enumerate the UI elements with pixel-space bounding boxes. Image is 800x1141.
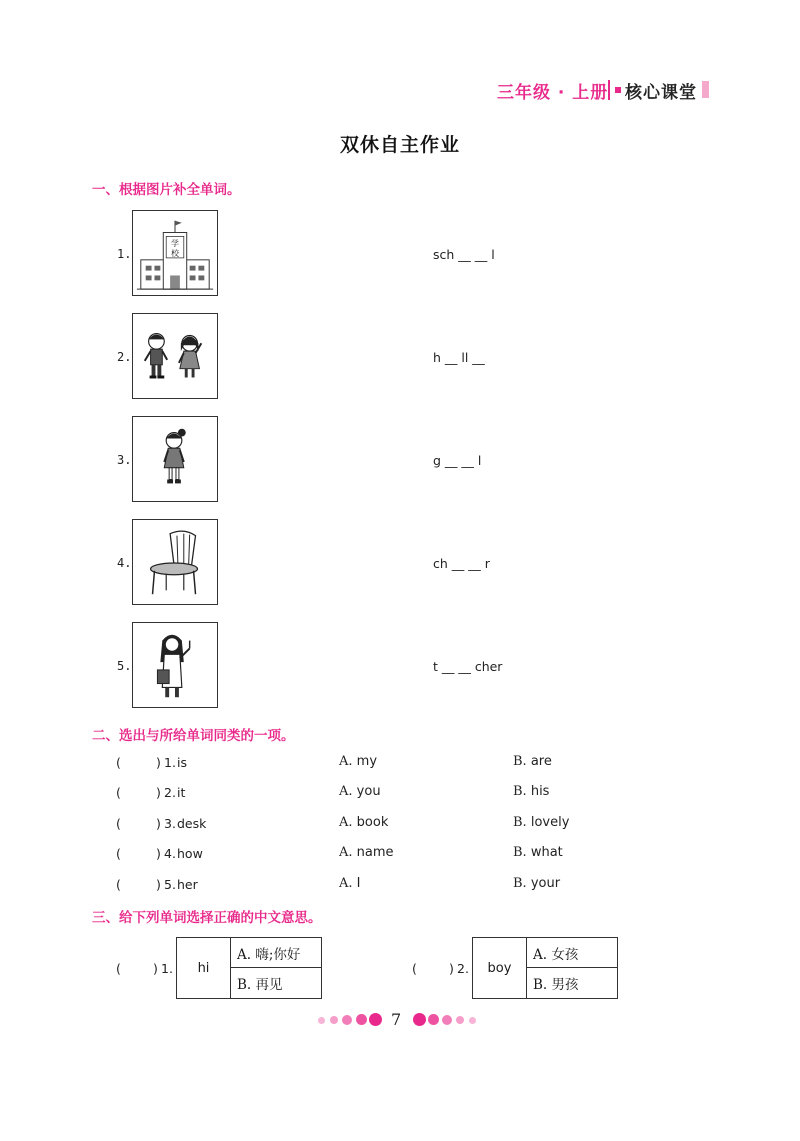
teacher-image [132,622,218,708]
option-a-text: book [356,815,389,830]
p2-q4-option-a [339,845,394,860]
p1-q2-number: 2. [117,350,132,364]
p1-q1-number: 1. [117,247,132,261]
section-2-heading: 二、选出与所给单词同类的一项。 [92,728,295,744]
option-b-text: are [530,754,552,769]
p1-q5-number: 5. [117,659,132,673]
footer-dot-icon [330,1016,338,1024]
header-grade: 三年级 · 上册 [497,83,609,103]
p2-q1-option-a [339,754,377,769]
p1-q4-number: 4. [117,556,132,570]
option-a-label: A. [339,754,353,769]
footer-dot-icon [369,1013,382,1026]
chair-image [132,519,218,605]
footer-dot-icon [413,1013,426,1026]
header-divider [608,80,610,100]
option-a-label: A. [339,784,353,799]
option-a-text: you [356,784,381,799]
footer-dot-icon [356,1014,367,1025]
option-b-label: B. [513,815,527,830]
p1-q2-word: h __ ll __ [433,350,485,365]
p2-q3-number: 3. [164,816,176,831]
p2-q3-word: desk [177,816,207,831]
answer-paren-close[interactable]: ) [153,961,158,976]
p1-q3-number: 3. [117,453,132,467]
p2-q1-number: 1. [164,755,176,770]
header-course: 核心课堂 [625,83,697,103]
footer-dot-icon [318,1017,325,1024]
option-b-label: B. [513,754,527,769]
option-b-text: lovely [530,815,570,830]
p2-q2-option-b [513,784,549,799]
answer-paren-close[interactable]: ) [156,755,161,770]
p2-q5-word: her [177,877,198,892]
school-sign-text-1: 学 [171,239,179,249]
option-b-label: B. [513,845,527,860]
option-a-text: name [356,845,394,860]
answer-paren-open: ( [412,961,417,976]
p1-q1-word: sch __ __ l [433,247,495,262]
p2-q2-word: it [177,785,186,800]
p2-q3-option-b [513,815,569,830]
p2-q5-option-b [513,876,560,891]
p3-q1-option-a: A. 嗨;你好 [231,938,321,968]
p1-q5-word: t __ __ cher [433,659,503,674]
p2-q4-option-b [513,845,563,860]
option-b-text: his [530,784,550,799]
p2-q4-number: 4. [164,846,176,861]
p3-q1-number: 1. [161,961,173,976]
footer-dot-icon [442,1015,452,1025]
p2-q5-option-a [339,876,361,891]
p2-q1-word: is [177,755,187,770]
header-end-bar [702,81,709,98]
p2-q1-option-b [513,754,552,769]
section-1-heading: 一、根据图片补全单词。 [92,182,241,198]
answer-paren-close[interactable]: ) [156,846,161,861]
answer-paren-open: ( [116,755,121,770]
p3-q2-table [472,937,618,999]
answer-paren-close[interactable]: ) [156,877,161,892]
option-b-label: B. [513,876,527,891]
p3-q1-table [176,937,322,999]
school-sign-text-2: 校 [171,248,179,258]
p1-q4-word: ch __ __ r [433,556,490,571]
p3-q1-option-b: B. 再见 [237,977,283,993]
p3-q2-option-a: A. 女孩 [527,938,617,968]
girl-image [132,416,218,502]
option-a-label: A. [339,876,353,891]
p3-q2-word: boy [473,938,527,998]
p2-q5-number: 5. [164,877,176,892]
option-a-text: my [356,754,378,769]
p3-q2-option-b: B. 男孩 [533,977,579,993]
p3-q2-number: 2. [457,961,469,976]
school-building-image [132,210,218,296]
answer-paren-close[interactable]: ) [156,785,161,800]
p3-q1-word: hi [177,938,231,998]
footer-dot-icon [428,1014,439,1025]
option-a-label: A. [339,815,353,830]
section-3-heading: 三、给下列单词选择正确的中文意思。 [92,910,322,926]
footer-dot-icon [342,1015,352,1025]
option-b-text: what [530,845,563,860]
answer-paren-open: ( [116,816,121,831]
p2-q2-option-a [339,784,381,799]
footer-dot-icon [456,1016,464,1024]
answer-paren-close[interactable]: ) [449,961,454,976]
option-b-text: your [530,876,561,891]
answer-paren-open: ( [116,961,121,976]
answer-paren-open: ( [116,877,121,892]
answer-paren-open: ( [116,785,121,800]
p2-q3-option-a [339,815,388,830]
answer-paren-close[interactable]: ) [156,816,161,831]
page-title: 双休自主作业 [339,134,460,156]
footer-dot-icon [469,1017,476,1024]
p1-q3-word: g __ __ l [433,453,482,468]
p2-q4-word: how [177,846,203,861]
answer-paren-open: ( [116,846,121,861]
option-a-label: A. [339,845,353,860]
header-square-icon [615,87,621,93]
boy-girl-greeting-image [132,313,218,399]
p2-q2-number: 2. [164,785,176,800]
option-b-label: B. [513,784,527,799]
option-a-text: I [356,876,361,891]
page-number: 7 [391,1010,402,1029]
